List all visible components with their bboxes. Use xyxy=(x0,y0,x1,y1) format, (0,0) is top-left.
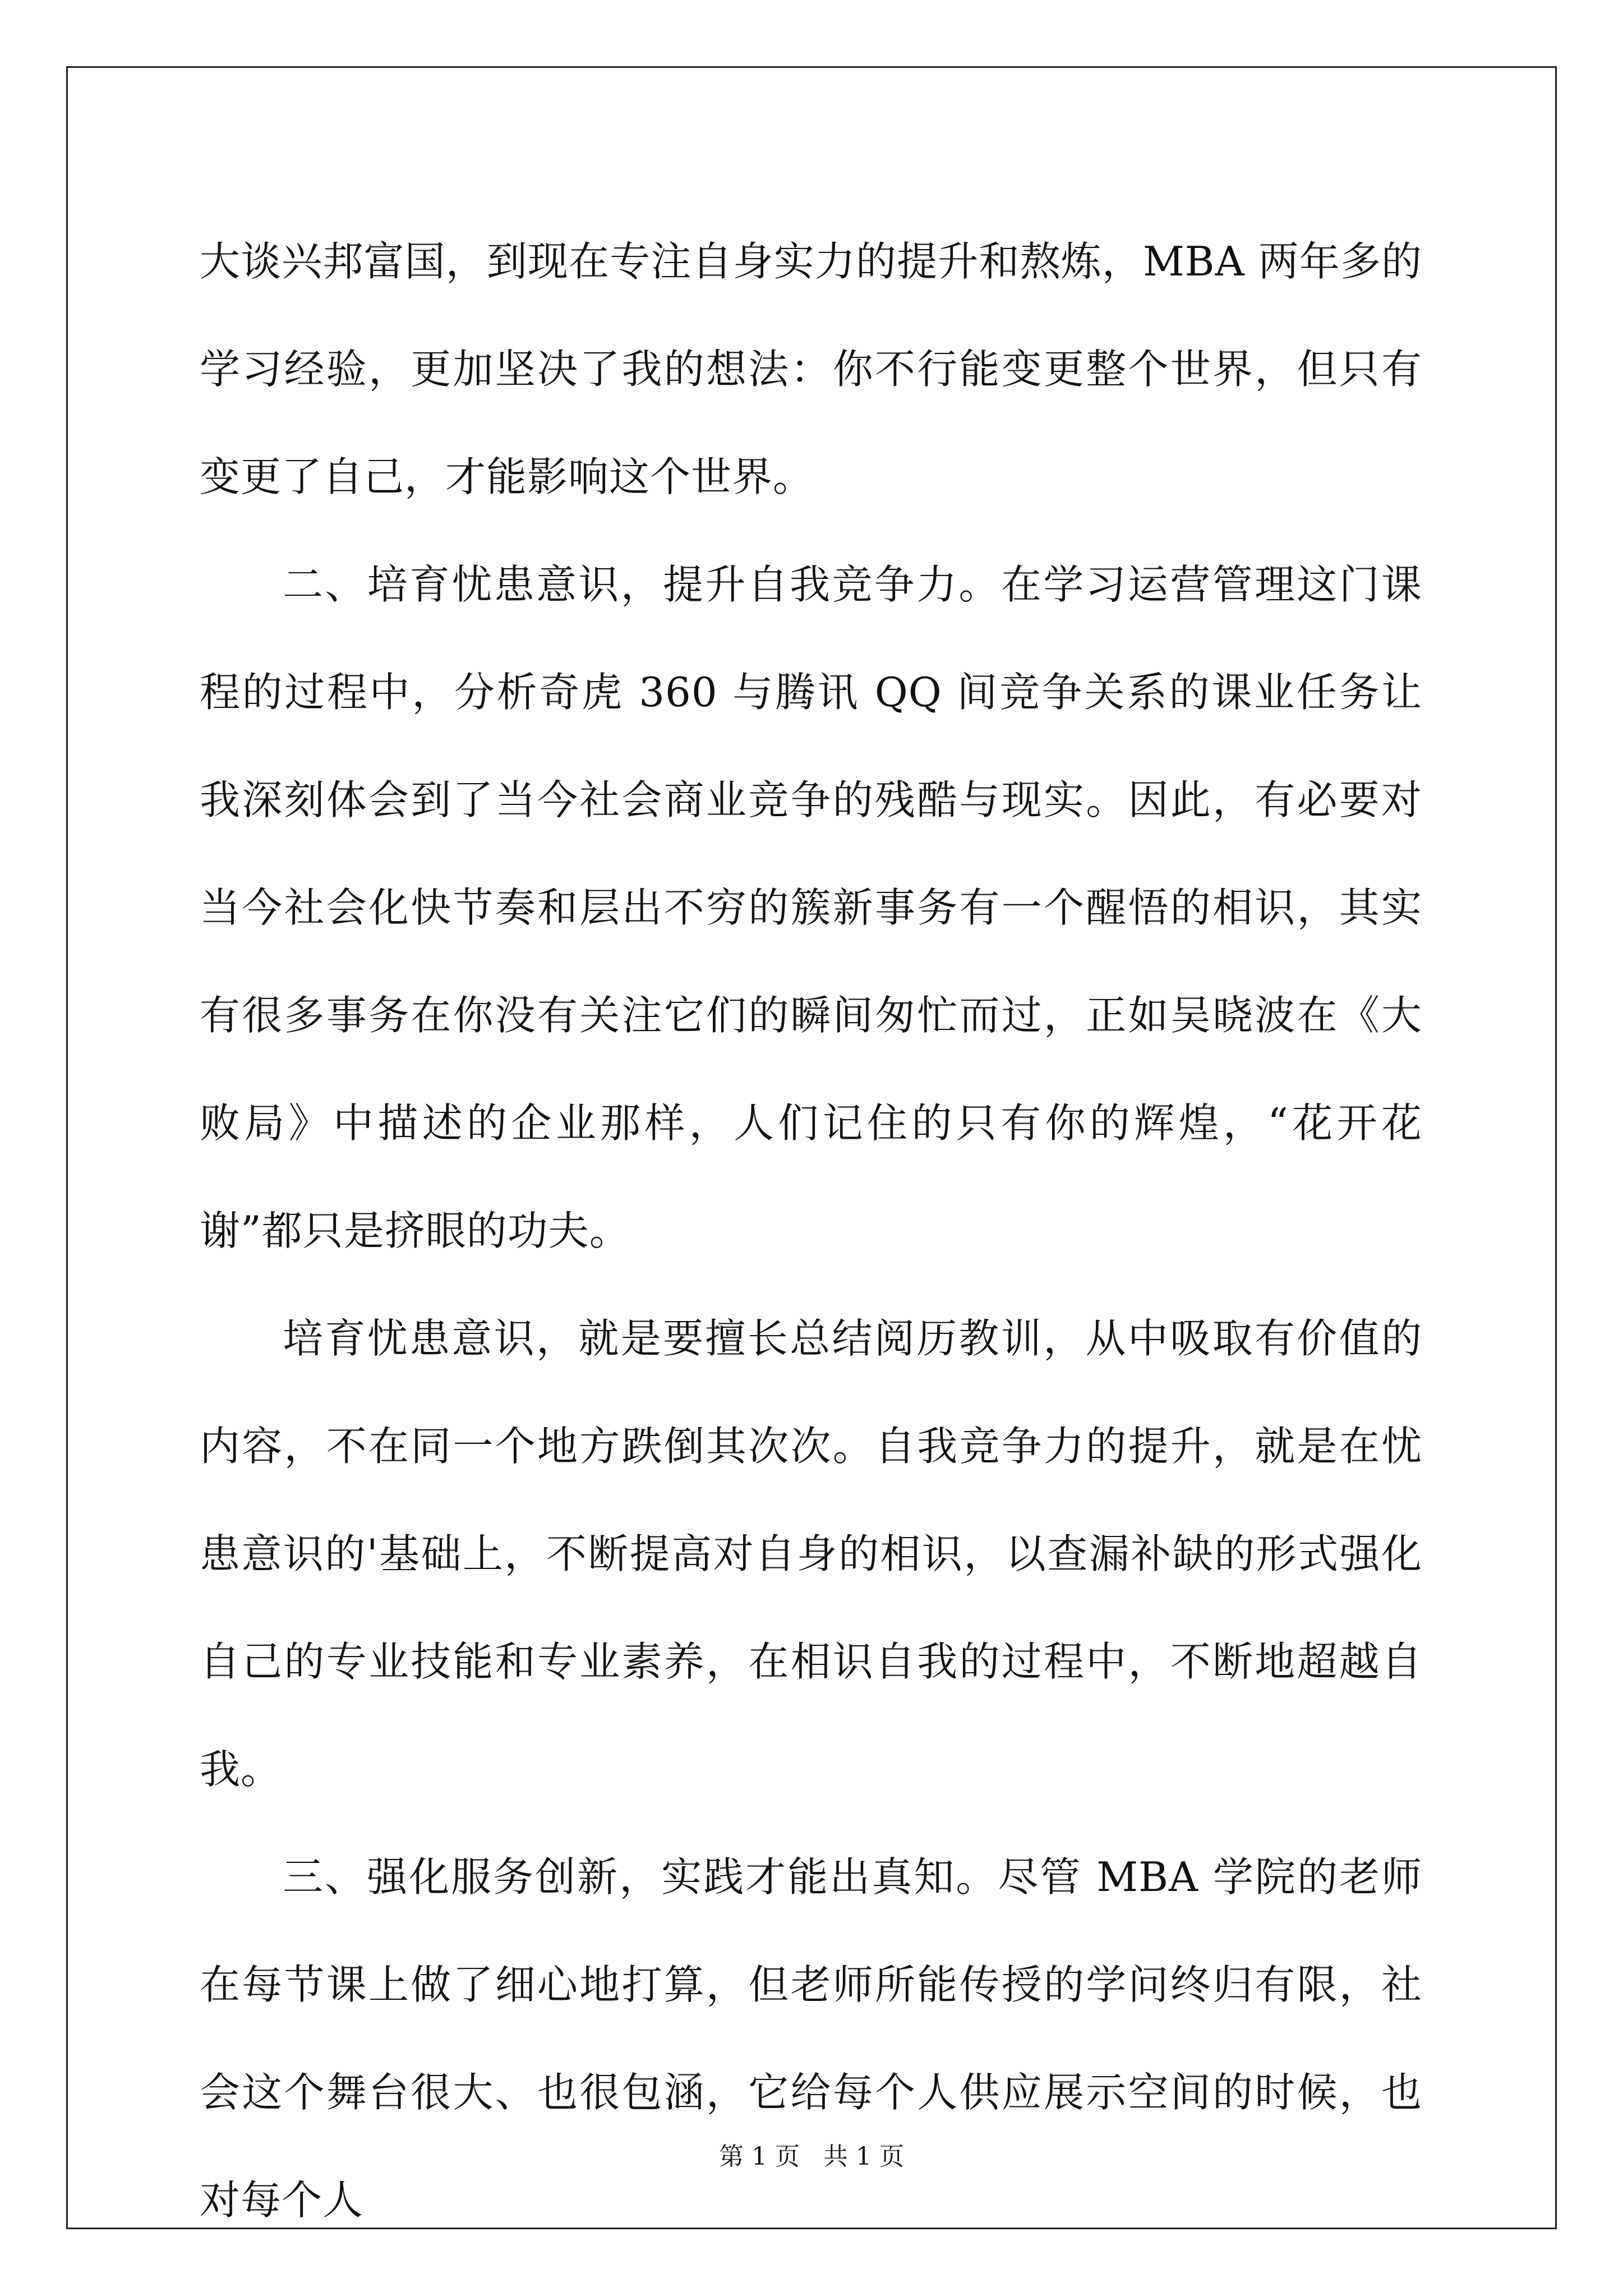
paragraph: 二、培育忧患意识，提升自我竞争力。在学习运营管理这门课程的过程中，分析奇虎 360 与腾讯 QQ 间竞争关系的课业任务让我深刻体会到了当今社会商业竞争的残酷与现实。因此，有必要对当今社会化快节奏和层出不穷的簇新事务有一个醒悟的相识，其实有很多事务在你没有关注它们的瞬间匆忙而过，正如吴晓波在《大败局》中描述的企业那样，人们记住的只有你的辉煌，“花开花谢”都只是挤眼的功夫。 xyxy=(200,561,1422,1254)
document-body xyxy=(200,208,1422,2254)
paragraph: 三、强化服务创新，实践才能出真知。尽管 MBA 学院的老师在每节课上做了细心地打算，但老师所能传授的学问终归有限，社会这个舞台很大、也很包涵，它给每个人供应展示空间的时候，也对每个人 xyxy=(200,1853,1422,2224)
paragraph: 大谈兴邦富国，到现在专注自身实力的提升和熬炼，MBA 两年多的学习经验，更加坚决了我的想法：你不行能变更整个世界，但只有变更了自己，才能影响这个世界。 xyxy=(200,238,1422,500)
page-footer: 第 1 页 共 1 页 xyxy=(719,2142,904,2171)
paragraph: 培育忧患意识，就是要擅长总结阅历教训，从中吸取有价值的内容，不在同一个地方跌倒其次次。自我竞争力的提升，就是在忧患意识的'基础上，不断提高对自身的相识，以查漏补缺的形式强化自己的专业技能和专业素养，在相识自我的过程中，不断地超越自我。 xyxy=(200,1315,1422,1793)
